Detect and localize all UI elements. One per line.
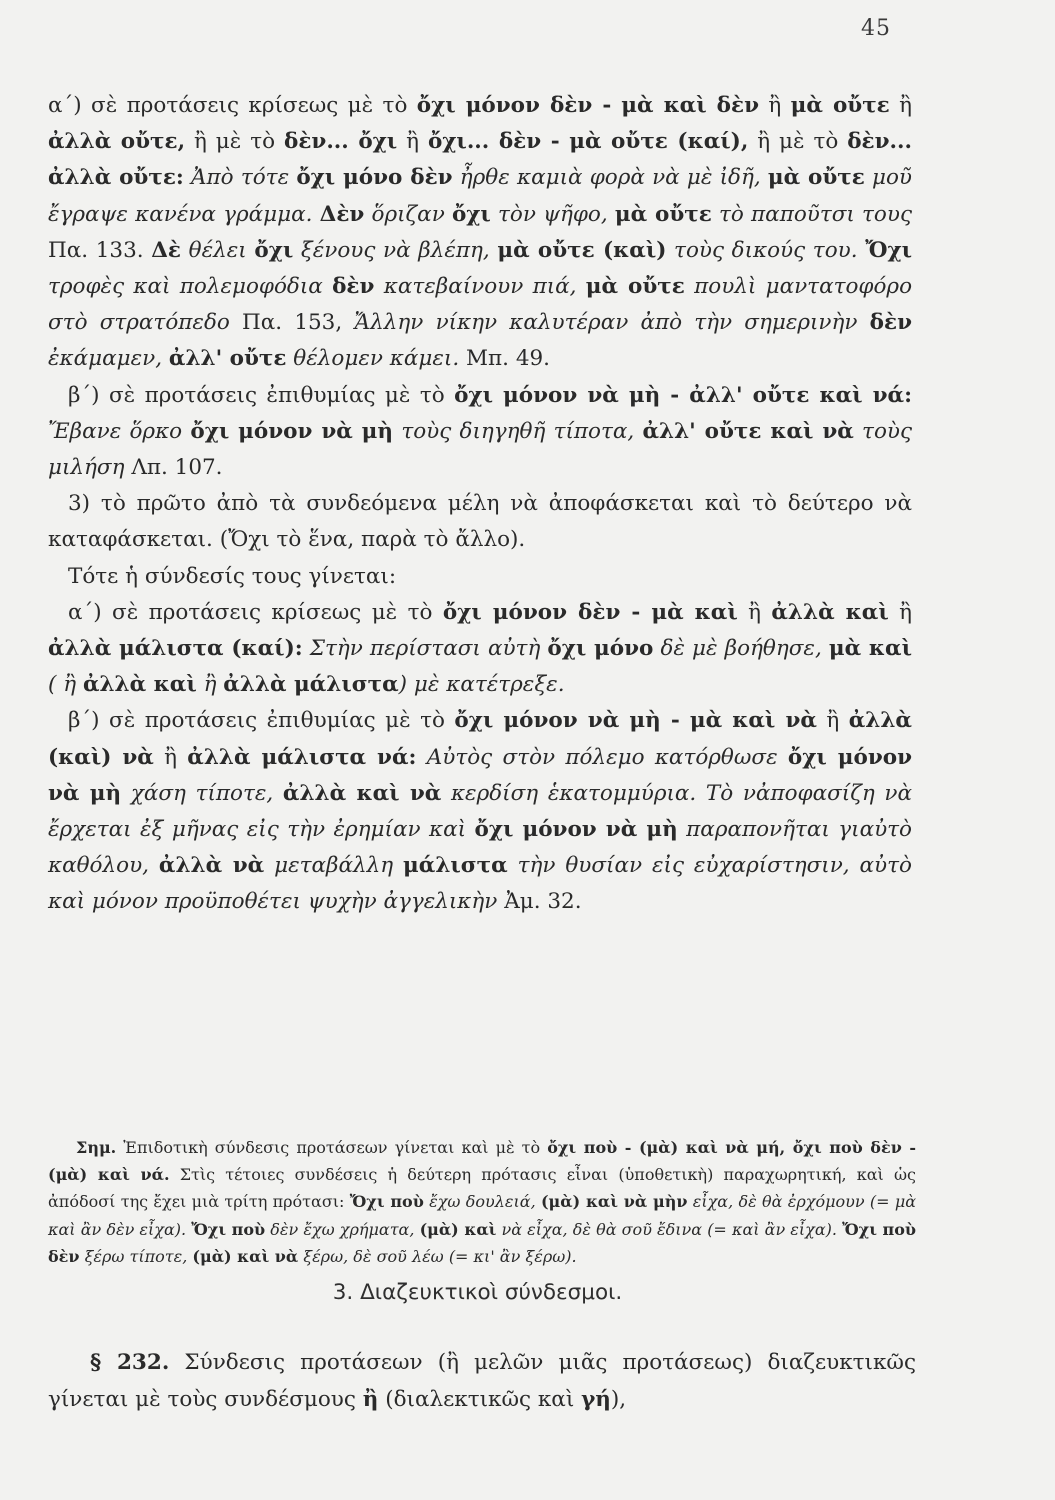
text-run: ἢ μὲ τὸ [748,129,848,155]
paragraph [48,595,912,704]
text-run: νὰ εἶχα, δὲ θὰ σοῦ ἔδινα (= καὶ ἂν εἶχα). [496,1219,843,1239]
text-run: μὰ οὔτε [614,201,712,227]
text-run: ἢ [888,599,912,625]
text-run: γή [581,1387,611,1412]
body-text [48,88,912,921]
text-run: μὰ οὔτε [767,165,865,191]
text-run: ἀλλὰ καὶ [82,672,197,698]
text-run: Αὐτὸς στὸν πόλεμο κατόρθωσε [416,744,788,770]
text-run: Τότε ἡ σύνδεσίς τους γίνεται: [68,563,397,589]
text-run: ἀλλὰ νὰ [158,853,265,879]
text-run: Ἔβανε ὅρκο [48,418,191,444]
section-heading: 3. Διαζευκτικοὶ σύνδεσμοι. [332,1280,623,1305]
paragraph [48,559,912,595]
text-run: μὰ οὔτε (καὶ) [497,237,667,263]
text-run: ὄχι μόνον νὰ μὴ [190,418,394,444]
text-run: ( ἢ [48,672,83,698]
text-run: ἢ μὲ τὸ [185,129,284,155]
text-run: β΄) σὲ προτάσεις ἐπιθυμίας μὲ τὸ [68,382,455,408]
text-run: ἀλλὰ μάλιστα νά: [187,744,417,770]
text-run: ἢ [816,708,849,734]
text-run: ἀλλὰ (καὶ) νὰ [48,708,912,770]
text-run: Στὶς τέτοιες συνδέσεις ἡ δεύτερη πρότασις εἶναι (ὑποθετικὴ) παραχωρητική, καὶ ὡς ἀπόδοσί της ἔχει μιὰ τρίτη πρότασι: [48,1165,916,1212]
text-run: Σημ. [76,1138,117,1157]
text-run: κερδίση ἑκατομμύρια. Τὸ νἀποφασίζη νὰ ἔρχεται ἐξ μῆνας εἰς τὴν ἐρημίαν καὶ [48,780,912,843]
text-run: ἀλλὰ μάλιστα (καί): [48,636,303,662]
text-run: μὰ οὔτε [790,93,890,118]
text-run: ἀλλ' οὔτε καὶ νὰ [642,418,854,444]
text-run: (διαλεκτικῶς καὶ [378,1387,582,1412]
text-run: ξέρω τίποτε, [79,1246,193,1266]
paragraph [48,703,912,920]
text-run: θέλει [181,237,255,263]
text-run: παραπονῆται γιαὐτὸ καθόλου, [48,817,912,879]
text-run: ἔχω δουλειά, [423,1192,541,1212]
text-run: κατεβαίνουν πιά, [374,274,586,300]
text-run: τροφὲς καὶ πολεμοφόδια [48,274,333,300]
text-run: ὄχι μόνο [547,636,654,662]
text-run: ), [610,1387,627,1412]
text-run: δὲ θὰ ἐρχόμουν (= μὰ καὶ ἂν δὲν εἶχα). [48,1192,917,1239]
text-run: ἢ [737,599,772,625]
text-run: Ἐπιδοτικὴ σύνδεσις προτάσεων γίνεται καὶ μὲ τὸ [116,1138,548,1157]
text-run: ὄχι ποὺ - (μὰ) καὶ νὰ μή, ὄχι ποὺ δὲν - (μὰ) καὶ νά. [48,1138,916,1185]
text-run: ἢ [759,93,791,118]
text-run: ὅριζαν [364,201,452,227]
text-run: § 232. [90,1350,170,1375]
text-run: μὰ οὔτε [585,274,685,300]
text-run: 3) τὸ πρῶτο ἀπὸ τὰ συνδεόμενα μέλη νὰ ἀποφάσκεται καὶ τὸ δεύτερο νὰ καταφάσκεται. (Ὄχι τὸ ἕνα, παρὰ τὸ ἄλλο). [48,491,912,553]
text-run: μοῦ ἔγραψε κανένα γράμμα. [48,165,913,227]
text-run: (μὰ) καὶ νὰ [192,1246,299,1266]
text-run: ἢ [397,129,428,155]
paragraph [48,1344,916,1418]
text-run: μὰ καὶ [828,636,912,662]
text-run: ξένους νὰ βλέπη, [293,237,498,263]
text-run: α΄) σὲ προτάσεις κρίσεως μὲ τὸ [68,599,443,625]
text-run: μεταβάλλη [264,853,404,879]
text-run: ὄχι μόνον νὰ μὴ [474,817,678,843]
text-run: β΄) σὲ προτάσεις ἐπιθυμίας μὲ τὸ [68,708,455,734]
text-run: ξέρω, δὲ σοῦ λέω (= κι' ἂν ξέρω). [298,1246,577,1266]
text-run: ἢ [196,672,224,698]
text-run: δὲν... ὄχι [283,129,398,155]
text-run: θέλομεν κάμει. [286,346,466,372]
text-run: ὄχι μόνον νὰ μὴ [48,744,913,806]
text-run: ἀλλ' οὔτε [168,346,287,372]
text-run: τὸν ψῆφο, [490,201,615,227]
text-run: ὄχι [254,237,294,263]
text-run: Σύνδεσις προτάσεων (ἢ μελῶν μιᾶς προτάσεως) διαζευκτικῶς γίνεται μὲ τοὺς συνδέσμους [48,1350,916,1412]
text-run: ἀλλὰ καὶ [771,599,889,625]
text-run: Ὄχι ποὺ [349,1192,424,1212]
text-run: ) μὲ κατέτρεξε. [398,672,565,698]
paragraph [48,88,912,378]
text-run: τοὺς διηγηθῆ τίποτα, [393,418,643,444]
text-run: εἶχα, [687,1192,739,1212]
text-run: (μὰ) καὶ νὰ μὴν [540,1192,688,1212]
paragraph [48,378,912,487]
text-run: τοὺς μιλήση [48,418,912,481]
text-run: α΄) σὲ προτάσεις κρίσεως μὲ τὸ [48,93,417,118]
text-run: ὄχι μόνον δὲν - μὰ καὶ δὲν [416,93,759,118]
text-run: Ἀμ. 32. [504,889,582,915]
text-run: ἦρθε καμιὰ φορὰ νὰ μὲ ἰδῆ, [452,165,768,191]
text-run: Λπ. 107. [131,455,223,481]
text-run: πουλὶ μαντατοφόρο στὸ στρατόπεδο [48,274,913,336]
text-run: Ἄλλην νίκην καλυτέραν ἀπὸ τὴν σημερινὴν [354,310,870,336]
text-run: τὸ παποῦτσι τους [711,201,912,227]
text-run: δὲν... ἀλλὰ οὔτε: [48,129,912,191]
text-run: ὄχι... δὲν - μὰ οὔτε (καί), [427,129,749,155]
text-run: ἐκάμαμεν, [48,346,169,372]
text-run: ἀλλὰ μάλιστα [223,672,399,698]
text-run: χάση τίποτε, [121,780,283,806]
text-run: ἢ [889,93,913,118]
text-run: Δὲ [151,237,182,263]
note-paragraph [48,1134,916,1270]
footnote-remark [48,1134,916,1270]
text-run: ἢ [153,744,188,770]
paragraph [48,486,912,558]
text-run: ὄχι μόνο δὲν [296,165,453,191]
text-run: Πα. 153, [242,310,355,336]
text-run: δὲν ἔχω χρήματα, [265,1219,420,1239]
text-run: τὴν θυσίαν εἰς εὐχαρίστησιν, αὐτὸ καὶ μόνον προϋποθέτει ψυχὴν ἀγγελικὴν [48,853,912,915]
text-run: Ὄχι ποὺ δὲν [48,1219,917,1266]
text-run: δὲ μὲ βοήθησε, [653,636,829,662]
text-run: Πα. 133. [48,237,152,263]
page-number: 45 [861,16,891,41]
text-run: ὄχι μόνον νὰ μὴ - μὰ καὶ νὰ [454,708,817,734]
text-run: δὲν [332,274,375,300]
text-run: μάλιστα [403,853,508,879]
text-run: Ὄχι ποὺ [191,1219,266,1239]
text-run: Δὲν [319,201,365,227]
text-run: ἀλλὰ οὔτε, [48,129,186,155]
text-run: ὄχι [451,201,491,227]
text-run: Στὴν περίστασι αὐτὴ [302,636,548,662]
text-run: (μὰ) καὶ [419,1219,497,1239]
text-run: Ὄχι [865,237,912,263]
text-run: Ἀπὸ τότε [183,165,297,191]
text-run: ἢ [362,1387,379,1412]
text-run: ὄχι μόνον νὰ μὴ - ἀλλ' οὔτε καὶ νά: [454,382,913,408]
text-run: ὄχι μόνον δὲν - μὰ καὶ [442,599,738,625]
text-run: ἀλλὰ καὶ νὰ [282,780,442,806]
text-run: δὲν [869,310,912,336]
text-run: τοὺς δικούς του. [666,237,866,263]
paragraph-232 [48,1344,916,1418]
text-run: Μπ. 49. [466,346,551,372]
